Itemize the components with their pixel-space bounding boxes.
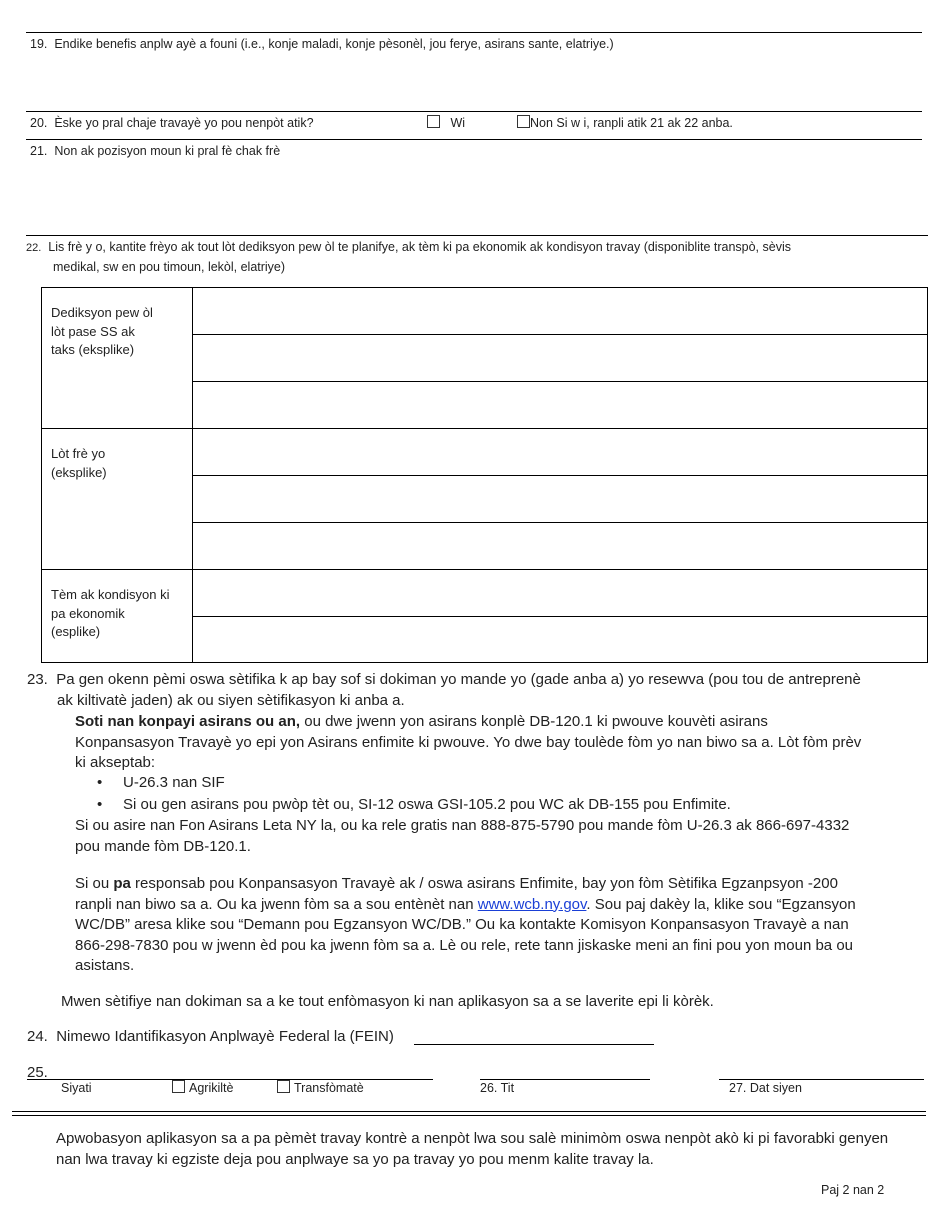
entry-line-input[interactable] [193,382,927,428]
no-label: Non Si w i, ranpli atik 21 ak 22 anba. [530,116,733,130]
page-number: Paj 2 nan 2 [821,1183,885,1197]
soti-rest: ou dwe jwenn yon asirans konplè DB-120.1 ki pwouve kouvèti asirans [300,713,768,730]
expenses-table [41,287,928,663]
row-label-other-fees [42,429,193,570]
label-line: lòt pase SS ak [51,323,135,339]
footer-line2: nan lwa travay ki egziste deja pou anplwaye sa yo pa travay yo pou menm kalite travay la. [56,1150,654,1168]
entry-cell [193,429,928,570]
resp-line2a: ranpli nan biwo sa a. Ou ka jwenn fòm sa a sou entènèt nan [75,895,478,913]
q19-text: Endike benefis anplw ayè a founi (i.e., konje maladi, konje pèsonèl, jou ferye, asirans sante, elatriye.) [54,37,614,51]
date-signed-input[interactable] [719,1079,924,1080]
table-row [42,288,928,429]
double-rule-top [12,1111,926,1112]
q20-text: Èske yo pral chaje travayè yo pou nenpòt atik? [54,116,314,130]
row-label-terms [42,570,193,663]
entry-line-input[interactable] [193,288,927,335]
table-row [42,429,928,570]
label-line: (esplike) [51,624,101,639]
footer-line1: Apwobasyon aplikasyon sa a pa pèmèt travay kontrè a nenpòt lwa sou salè minimòm oswa nenpòt akò ki pi favorabki genyen [56,1130,889,1147]
question-24 [27,1027,394,1048]
q19-number: 19. [30,37,48,51]
insurance-instructions [75,712,925,774]
fon-line2: pou mande fòm DB-120.1. [75,837,251,855]
resp-line1: responsab pou Konpansasyon Travayè ak / oswa asirans Enfimite, bay yon fòm Sètifika Egzanpsyon -200 [130,875,838,892]
q20-number: 20. [30,116,48,130]
entry-cell [193,570,928,663]
soti-line3: ki akseptab: [75,754,156,771]
state-fund-instructions [75,816,925,857]
certification-statement: Mwen sètifiye nan dokiman sa a ke tout enfòmasyon ki nan aplikasyon sa a se laverite epi li kòrèk. [61,993,714,1010]
date-signed-label: 27. Dat siyen [729,1081,802,1095]
q24-number: 24. [27,1028,48,1045]
q21-number: 21. [30,144,48,158]
q21-text: Non ak pozisyon moun ki pral fè chak frè [54,144,281,158]
top-rule [26,32,922,33]
question-20 [30,116,314,130]
trans-option[interactable] [277,1080,364,1095]
entry-line-input[interactable] [193,335,927,382]
no-checkbox[interactable] [517,115,530,128]
q23-intro-line1: Pa gen okenn pèmi oswa sètifika k ap bay sof si dokiman yo mande yo (gade anba a) yo resewva (pou tou de antreprenè [56,671,861,688]
fon-line1: Si ou asire nan Fon Asirans Leta NY la, ou ka rele gratis nan 888-875-5790 pou mande fòm U-26.3 ak 866-697-4332 [75,817,850,834]
label-line: (eksplike) [51,464,107,480]
wcb-website-link[interactable]: www.wcb.ny.gov [477,895,587,913]
agri-checkbox[interactable] [172,1080,185,1093]
label-line: Tèm ak kondisyon ki [51,587,170,602]
bullet-dot: • [97,774,103,791]
label-line: taks (eksplike) [51,342,135,357]
question-23-intro [27,670,861,711]
rule-q20-top [26,111,922,112]
label-line: Lòt frè yo [51,446,106,461]
bullet-text: U-26.3 nan SIF [123,774,225,791]
question-19 [30,37,614,51]
table-row [42,570,928,663]
footer-disclaimer [56,1129,936,1170]
si-ou-text: Si ou [75,875,114,892]
entry-line-input[interactable] [193,476,927,523]
entry-line-input[interactable] [193,617,927,662]
double-rule-bottom [12,1115,926,1116]
label-line: Dediksyon pew òl [51,305,153,320]
trans-checkbox[interactable] [277,1080,290,1093]
q20-yes-option[interactable] [427,115,465,130]
agri-label: Agrikiltè [189,1081,234,1095]
bullet-item-2 [97,795,731,816]
title-label: 26. Tit [480,1081,515,1095]
question-22 [26,238,791,277]
q24-text: Nimewo Idantifikasyon Anplwayè Federal la (FEIN) [56,1028,394,1045]
yes-label: Wi [450,116,466,130]
fein-input[interactable] [414,1044,654,1045]
entry-line-input[interactable] [193,523,927,569]
q25-number: 25. [27,1064,48,1081]
row-label-payroll [42,288,193,429]
agri-option[interactable] [172,1080,233,1095]
question-21 [30,144,280,158]
resp-line2b: . Sou paj dakèy la, klike sou “Egzansyon [586,895,856,913]
exemption-instructions [75,874,925,977]
q22-number: 22. [26,242,42,254]
yes-checkbox[interactable] [427,115,440,128]
rule-q21-top [26,139,922,140]
resp-line5: asistans. [75,957,135,974]
label-line: pa ekonomik [51,605,125,621]
bullet-text: Si ou gen asirans pou pwòp tèt ou, SI-12 oswa GSI-105.2 pou WC ak DB-155 pou Enfimite. [123,796,731,813]
q22-line1: Lis frè y o, kantite frèyo ak tout lòt dediksyon pew òl te planifye, ak tèm ki pa ekonomik ak kondisyon travay (disponiblite transpò, sèvis [48,240,791,254]
signature-label: Siyati [61,1081,92,1095]
entry-line-input[interactable] [193,570,927,617]
q20-no-option[interactable] [517,115,733,130]
q23-number: 23. [27,671,48,688]
bullet-dot: • [97,796,103,813]
soti-bold-text: Soti nan konpayi asirans ou an, [75,713,301,730]
entry-cell [193,288,928,429]
bullet-item-1 [97,773,225,794]
resp-line3: WC/DB” aresa klike sou “Demann pou Egzansyon WC/DB.” Ou ka kontakte Komisyon Konpansasyon Travayè a nan [75,916,849,933]
q22-line2: medikal, sw en pou timoun, lekòl, elatriye) [53,260,286,274]
entry-line-input[interactable] [193,429,927,476]
resp-line4: 866-298-7830 pou w jwenn èd pou ka jwenn fòm sa a. Lè ou rele, rete tann jiskaske meni an fini pou yon moun ba ou [75,936,854,954]
soti-line2: Konpansasyon Travayè yo epi yon Asirans enfimite ki pwouve. Yo dwe bay toulède fòm yo nan biwo sa a. Lòt fòm prèv [75,733,862,751]
rule-q22-top [26,235,928,236]
pa-bold-text: pa [113,875,131,892]
trans-label: Transfòmatè [294,1081,364,1095]
title-input[interactable] [480,1079,650,1080]
q23-intro-line2: ak kiltivatè jaden) ak ou siyen sètifikasyon ki anba a. [57,691,405,709]
